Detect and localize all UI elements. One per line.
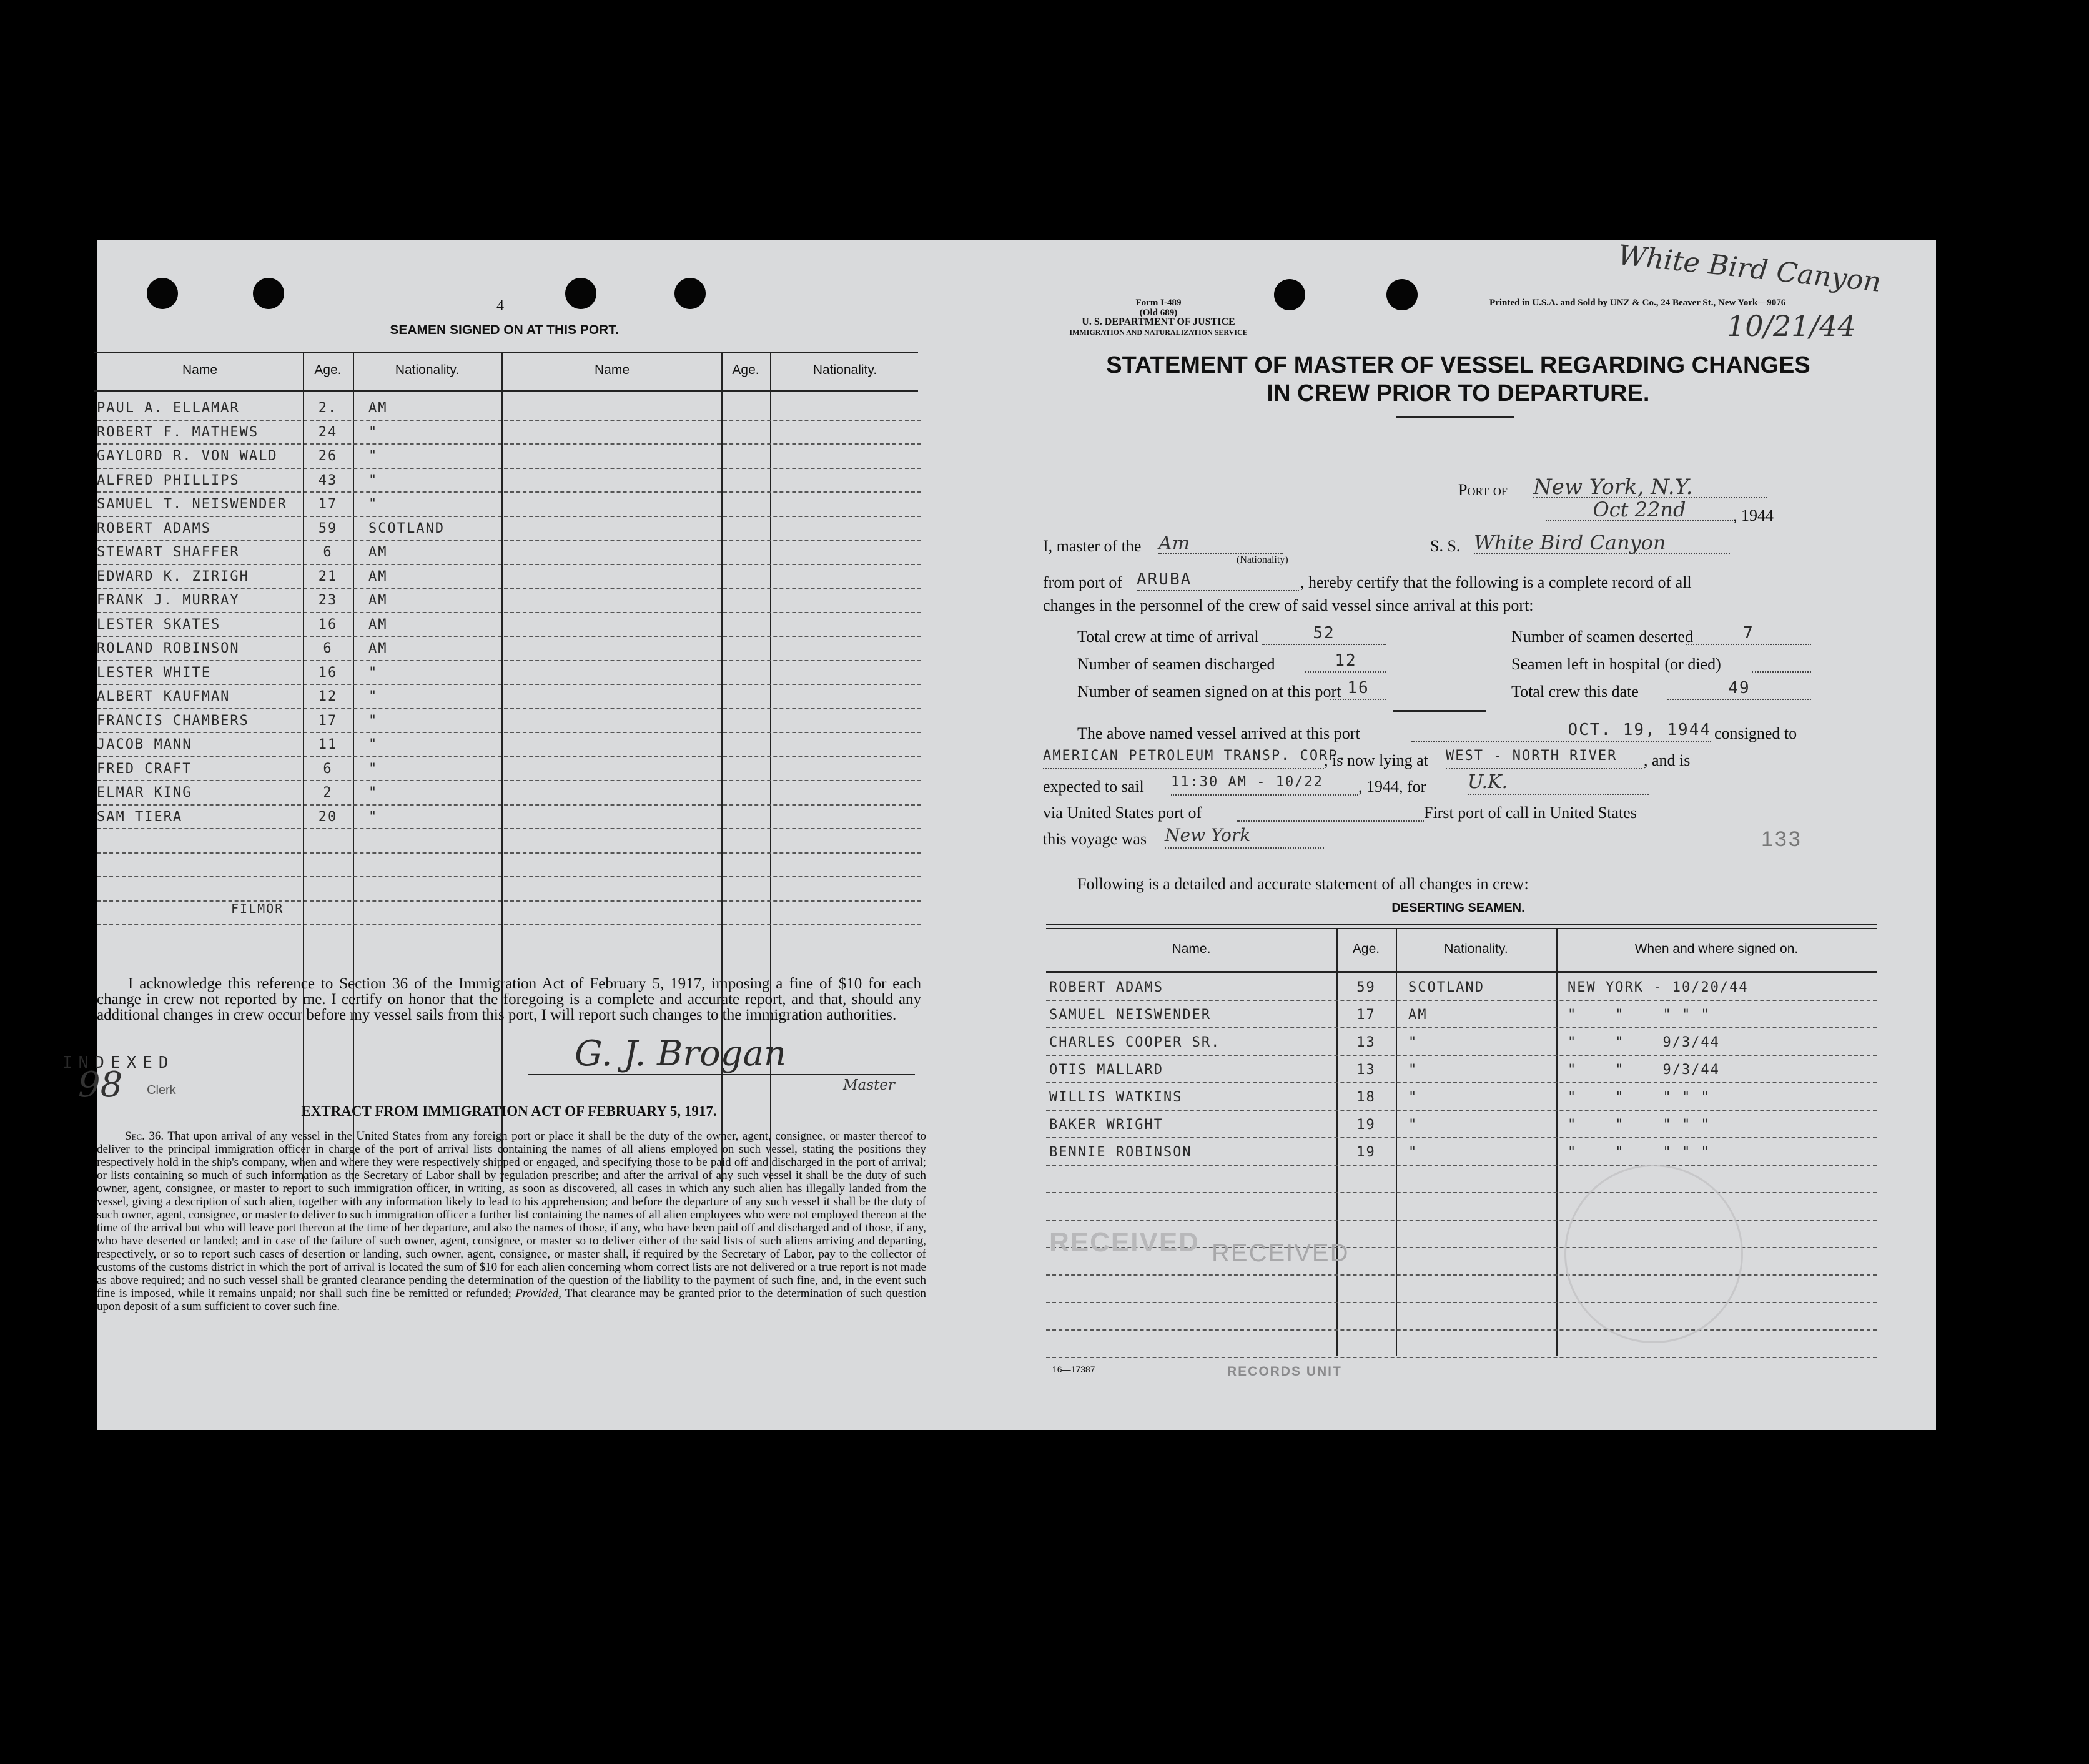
seaman-name: FRED CRAFT [97, 761, 192, 777]
seaman-nationality: " [368, 665, 378, 681]
signed-on-label: Number of seamen signed on at this port [1077, 682, 1341, 701]
consigned-label: consigned to [1714, 724, 1797, 742]
extract-text: Sec. 36. That upon arrival of any vessel in the United States from any foreign port or place it shall be the duty of the owner, agent, consignee, or master thereof to deliver to the principal immigration officer in charge of the port of arrival lists containing the names of all aliens employed on such vessel, stating the positions they respectively hold in the ship's company, when and where they were respectively shipped or engaged, and specifying those to be paid off and discharged in the port of arrival; or lists containing so much of such information as the Secretary of Labor shall by regulation prescribe; and after the arrival of any such vessel it shall be the duty of such owner, agent, consignee, or master to report to such immigration officer, in writing, as soon as discovered, all cases in which any such alien has illegally landed from the vessel, giving a description of such alien, together with any information likely to lead to his apprehension; and before the departure of any such vessel it shall be the duty of such owner, agent, consignee, or master to deliver to such immigration officer a further list containing the names of all alien employees who were not employed thereon at the time of the arrival but who will leave port thereon at the time of her departure, and also the names of those, if any, who have been paid off and discharged and of those, if any, who have deserted or landed; and in case of the failure of such owner, agent, consignee, or master so to deliver either of the said lists of such aliens arriving and departing, respectively, or so to report such cases of desertion or landing, such owner, agent, consignee, or master shall, if required by the Secretary of Labor, pay to the collector of customs of the customs district in which the port of arrival is located the sum of $10 for each alien concerning whom correct lists are not delivered or a true report is not made as above required; and no such vessel shall be granted clearance pending the determination of the question of the liability to the payment of such fine, and, in the event such fine is imposed, while it remains unpaid; nor shall such fine be remitted or refunded; Provided, That clearance may be granted prior to the determination of such question upon deposit of a sum sufficient to cover such fine. [97, 1130, 926, 1313]
header-when-where: When and where signed on. [1634, 942, 1799, 956]
seaman-nationality: " [368, 496, 378, 512]
deserter-age: 59 [1356, 980, 1376, 995]
master-of-label: I, master of the [1043, 537, 1142, 555]
certify-text: , hereby certify that the following is a complete record of all [1300, 573, 1692, 591]
header-name-2: Name [594, 363, 630, 377]
from-port-value: ARUBA [1137, 570, 1299, 591]
deserting-heading: DESERTING SEAMEN. [1391, 901, 1525, 915]
header-nationality: Nationality. [395, 363, 460, 377]
deserter-nationality: " [1408, 1117, 1418, 1133]
voyage-label: this voyage was [1043, 830, 1147, 848]
row-rule [97, 660, 921, 662]
row-rule [1046, 1000, 1877, 1002]
received-stamp: RECEIVED [1212, 1239, 1350, 1267]
row-rule [1046, 1329, 1877, 1331]
row-rule [97, 588, 921, 589]
row-rule [97, 780, 921, 782]
page-number: 4 [496, 298, 504, 314]
seaman-age: 2 [323, 785, 333, 801]
seaman-name: STEWART SHAFFER [97, 544, 240, 560]
row-rule [1046, 1137, 1877, 1139]
total-date-label: Total crew this date [1511, 682, 1639, 701]
deserter-nationality: " [1408, 1145, 1418, 1160]
seaman-age: 17 [318, 496, 338, 512]
deserter-name: SAMUEL NEISWENDER [1049, 1007, 1212, 1023]
deserter-age: 19 [1356, 1145, 1376, 1160]
deserter-name: BAKER WRIGHT [1049, 1117, 1163, 1133]
extract-title: EXTRACT FROM IMMIGRATION ACT OF FEBRUARY 5, 1917. [301, 1103, 717, 1119]
seaman-age: 26 [318, 448, 338, 464]
port-of-value: New York, N.Y. [1533, 475, 1767, 498]
header-age: Age. [1352, 942, 1380, 956]
row-rule [97, 491, 921, 493]
deserter-age: 13 [1356, 1062, 1376, 1078]
sail-year: , 1944, for [1358, 777, 1426, 796]
deserter-age: 18 [1356, 1090, 1376, 1105]
seaman-name: ROLAND ROBINSON [97, 641, 240, 656]
seaman-age: 43 [318, 473, 338, 488]
punch-hole [147, 278, 178, 309]
seaman-nationality: " [368, 448, 378, 464]
deserter-nationality: AM [1408, 1007, 1428, 1023]
header-name: Name [182, 363, 218, 377]
row-rule [97, 828, 921, 830]
total-arrival-label: Total crew at time of arrival [1077, 628, 1259, 646]
changes-text: changes in the personnel of the crew of said vessel since arrival at this port: [1043, 596, 1534, 614]
row-note: FILMOR [231, 901, 284, 916]
row-rule [1046, 1220, 1877, 1221]
row-rule [97, 684, 921, 686]
seaman-name: ROBERT F. MATHEWS [97, 425, 259, 440]
from-port-label: from port of [1043, 573, 1123, 591]
seaman-nationality: " [368, 785, 378, 801]
deserter-when-where: " " " " " [1568, 1090, 1711, 1105]
printer-line: Printed in U.S.A. and Sold by UNZ & Co., 24 Beaver St., New York—9076 [1489, 298, 1786, 308]
seaman-nationality: AM [368, 400, 388, 416]
seaman-nationality: AM [368, 641, 388, 656]
seaman-age: 59 [318, 521, 338, 536]
seaman-name: ROBERT ADAMS [97, 521, 211, 536]
row-rule [1046, 1192, 1877, 1194]
seaman-nationality: AM [368, 617, 388, 633]
seaman-nationality: " [368, 689, 378, 704]
seaman-name: SAMUEL T. NEISWENDER [97, 496, 287, 512]
deserter-name: BENNIE ROBINSON [1049, 1145, 1192, 1160]
table-top-rule [94, 352, 918, 353]
header-age: Age. [314, 363, 342, 377]
seaman-age: 12 [318, 689, 338, 704]
seaman-name: GAYLORD R. VON WALD [97, 448, 278, 464]
seaman-name: ALFRED PHILLIPS [97, 473, 240, 488]
table-top-rule [1046, 928, 1877, 929]
hospital-value [1752, 651, 1811, 673]
received-stamp: RECEIVED [1049, 1227, 1200, 1258]
ss-label: S. S. [1430, 537, 1461, 555]
indexed-stamp: INDEXED [62, 1053, 175, 1072]
row-rule [1046, 1082, 1877, 1084]
seaman-nationality: AM [368, 544, 388, 560]
punch-hole [253, 278, 284, 309]
seaman-name: FRANK J. MURRAY [97, 593, 240, 608]
deserter-when-where: " " " " " [1568, 1007, 1711, 1023]
table-top-rule [1046, 924, 1877, 925]
lying-label: , is now lying at [1324, 751, 1428, 769]
deserter-name: ROBERT ADAMS [1049, 980, 1163, 995]
deserted-value: 7 [1686, 624, 1811, 645]
seaman-name: EDWARD K. ZIRIGH [97, 569, 249, 584]
discharged-label: Number of seamen discharged [1077, 655, 1275, 673]
deserter-when-where: NEW YORK - 10/20/44 [1568, 980, 1749, 995]
row-rule [97, 564, 921, 566]
department: U. S. DEPARTMENT OF JUSTICE IMMIGRATION AND NATURALIZATION SERVICE [1069, 317, 1248, 337]
row-rule [1046, 1274, 1877, 1276]
seaman-nationality: " [368, 761, 378, 777]
row-rule [97, 804, 921, 806]
header-name: Name. [1172, 942, 1211, 956]
deserter-name: CHARLES COOPER SR. [1049, 1035, 1221, 1050]
seaman-age: 20 [318, 809, 338, 825]
seaman-name: LESTER SKATES [97, 617, 221, 633]
row-rule [1046, 1027, 1877, 1029]
lying-at: WEST - NORTH RIVER [1446, 748, 1642, 769]
signed-on-value: 16 [1330, 679, 1386, 700]
row-rule [1046, 1055, 1877, 1057]
header-nationality-2: Nationality. [812, 363, 877, 377]
sail-time: 11:30 AM - 10/22 [1171, 774, 1358, 796]
seaman-name: FRANCIS CHAMBERS [97, 713, 249, 729]
indexed-suffix: Clerk [147, 1083, 176, 1097]
col-divider [353, 352, 354, 1182]
punch-hole [565, 278, 596, 309]
seaman-nationality: " [368, 713, 378, 729]
master-signature: G. J. Brogan [575, 1033, 786, 1074]
punch-hole [674, 278, 706, 309]
nationality-caption: (Nationality) [1237, 554, 1288, 565]
records-unit-stamp: RECORDS UNIT [1227, 1364, 1342, 1379]
seaman-nationality: " [368, 473, 378, 488]
punch-hole [1386, 279, 1418, 310]
deserter-nationality: " [1408, 1090, 1418, 1105]
seaman-name: ALBERT KAUFMAN [97, 689, 230, 704]
seaman-age: 6 [323, 544, 333, 560]
row-rule [97, 420, 921, 421]
following-text: Following is a detailed and accurate statement of all changes in crew: [1077, 875, 1529, 893]
row-rule [97, 924, 921, 926]
deserter-nationality: " [1408, 1062, 1418, 1078]
master-label: Master [843, 1077, 895, 1093]
seaman-age: 24 [318, 425, 338, 440]
handwritten-date-note: 10/21/44 [1727, 309, 1856, 343]
via-label: via United States port of [1043, 804, 1202, 822]
seaman-name: ELMAR KING [97, 785, 192, 801]
deserted-label: Number of seamen deserted [1511, 628, 1693, 646]
row-rule [97, 852, 921, 854]
acknowledgement-text: I acknowledge this reference to Section 36 of the Immigration Act of February 5, 1917, imposing a fine of $10 for each change in crew not reported by me. I certify on honor that the foregoing is a complete and accurate report, and that, should any additional changes in crew occur before my vessel sails from this port, I will report such changes to the immigration authorities. [97, 975, 921, 1023]
stats-rule [1393, 710, 1486, 712]
deserter-age: 19 [1356, 1117, 1376, 1133]
seaman-age: 6 [323, 641, 333, 656]
seaman-nationality: SCOTLAND [368, 521, 445, 536]
deserter-when-where: " " " " " [1568, 1117, 1711, 1133]
discharged-value: 12 [1305, 651, 1386, 673]
row-rule [97, 540, 921, 541]
vessel-name: White Bird Canyon [1474, 531, 1730, 554]
row-rule [97, 876, 921, 878]
row-rule [1046, 1165, 1877, 1166]
deserter-when-where: " " " " " [1568, 1145, 1711, 1160]
seaman-name: JACOB MANN [97, 737, 192, 752]
seaman-age: 11 [318, 737, 338, 752]
section-heading: SEAMEN SIGNED ON AT THIS PORT. [390, 323, 619, 337]
seaman-name: LESTER WHITE [97, 665, 211, 681]
voyage-port: New York [1165, 825, 1324, 849]
deserter-nationality: SCOTLAND [1408, 980, 1484, 995]
seaman-name: SAM TIERA [97, 809, 183, 825]
col-divider [1396, 928, 1397, 1356]
total-arrival-value: 52 [1262, 624, 1386, 645]
consignee: AMERICAN PETROLEUM TRANSP. CORP. [1043, 748, 1324, 769]
seaman-age: 16 [318, 665, 338, 681]
form-title: STATEMENT OF MASTER OF VESSEL REGARDING CHANGES IN CREW PRIOR TO DEPARTURE. [1106, 352, 1810, 407]
nationality-value: Am [1158, 533, 1283, 554]
seaman-nationality: " [368, 809, 378, 825]
row-rule [97, 636, 921, 638]
total-date-value: 49 [1667, 679, 1811, 700]
right-page [980, 240, 1936, 1430]
deserter-nationality: " [1408, 1035, 1418, 1050]
stamp-number: 133 [1761, 827, 1802, 851]
deserter-age: 13 [1356, 1035, 1376, 1050]
row-rule [97, 708, 921, 710]
row-rule [1046, 1302, 1877, 1304]
deserter-age: 17 [1356, 1007, 1376, 1023]
expected-label: , and is [1644, 751, 1691, 769]
seaman-age: 21 [318, 569, 338, 584]
row-rule [97, 900, 921, 902]
seaman-name: PAUL A. ELLAMAR [97, 400, 240, 416]
form-id: Form I-489 (Old 689) [1135, 298, 1182, 318]
table-header-rule [1046, 971, 1877, 973]
row-rule [1046, 1357, 1877, 1359]
row-rule [97, 468, 921, 470]
header-age-2: Age. [732, 363, 759, 377]
postmark-stamp [1564, 1165, 1743, 1343]
signature-line [528, 1074, 915, 1075]
seaman-age: 23 [318, 593, 338, 608]
date-value: Oct 22nd [1546, 498, 1733, 521]
seaman-nationality: AM [368, 569, 388, 584]
hospital-label: Seamen left in hospital (or died) [1511, 655, 1721, 673]
seaman-age: 6 [323, 761, 333, 777]
row-rule [97, 612, 921, 614]
deserter-when-where: " " 9/3/44 [1568, 1035, 1720, 1050]
left-page [62, 240, 980, 1430]
deserter-name: OTIS MALLARD [1049, 1062, 1163, 1078]
indexed-number: 98 [78, 1065, 123, 1105]
seaman-age: 2. [318, 400, 338, 416]
handwritten-vessel-note: White Bird Canyon [1616, 239, 1883, 298]
seaman-nationality: AM [368, 593, 388, 608]
seaman-age: 17 [318, 713, 338, 729]
title-rule [1396, 416, 1514, 418]
header-nationality: Nationality. [1444, 942, 1508, 956]
deserter-when-where: " " 9/3/44 [1568, 1062, 1720, 1078]
arrived-label: The above named vessel arrived at this port [1077, 724, 1360, 742]
punch-hole [1274, 279, 1305, 310]
row-rule [97, 732, 921, 734]
table-header-rule [94, 390, 918, 392]
row-rule [97, 443, 921, 445]
via-port [1237, 801, 1424, 822]
arrived-date: OCT. 19, 1944 [1411, 721, 1711, 742]
footer-code: 16—17387 [1052, 1364, 1095, 1374]
seaman-nationality: " [368, 425, 378, 440]
row-rule [97, 756, 921, 758]
seaman-nationality: " [368, 737, 378, 752]
deserter-name: WILLIS WATKINS [1049, 1090, 1183, 1105]
seaman-age: 16 [318, 617, 338, 633]
sail-for: U.K. [1468, 771, 1649, 795]
row-rule [1046, 1110, 1877, 1111]
expected-sail-label: expected to sail [1043, 777, 1144, 796]
first-port-label: First port of call in United States [1424, 804, 1637, 822]
port-of-label: Port of [1458, 481, 1508, 499]
row-rule [97, 516, 921, 518]
year: , 1944 [1733, 506, 1774, 525]
